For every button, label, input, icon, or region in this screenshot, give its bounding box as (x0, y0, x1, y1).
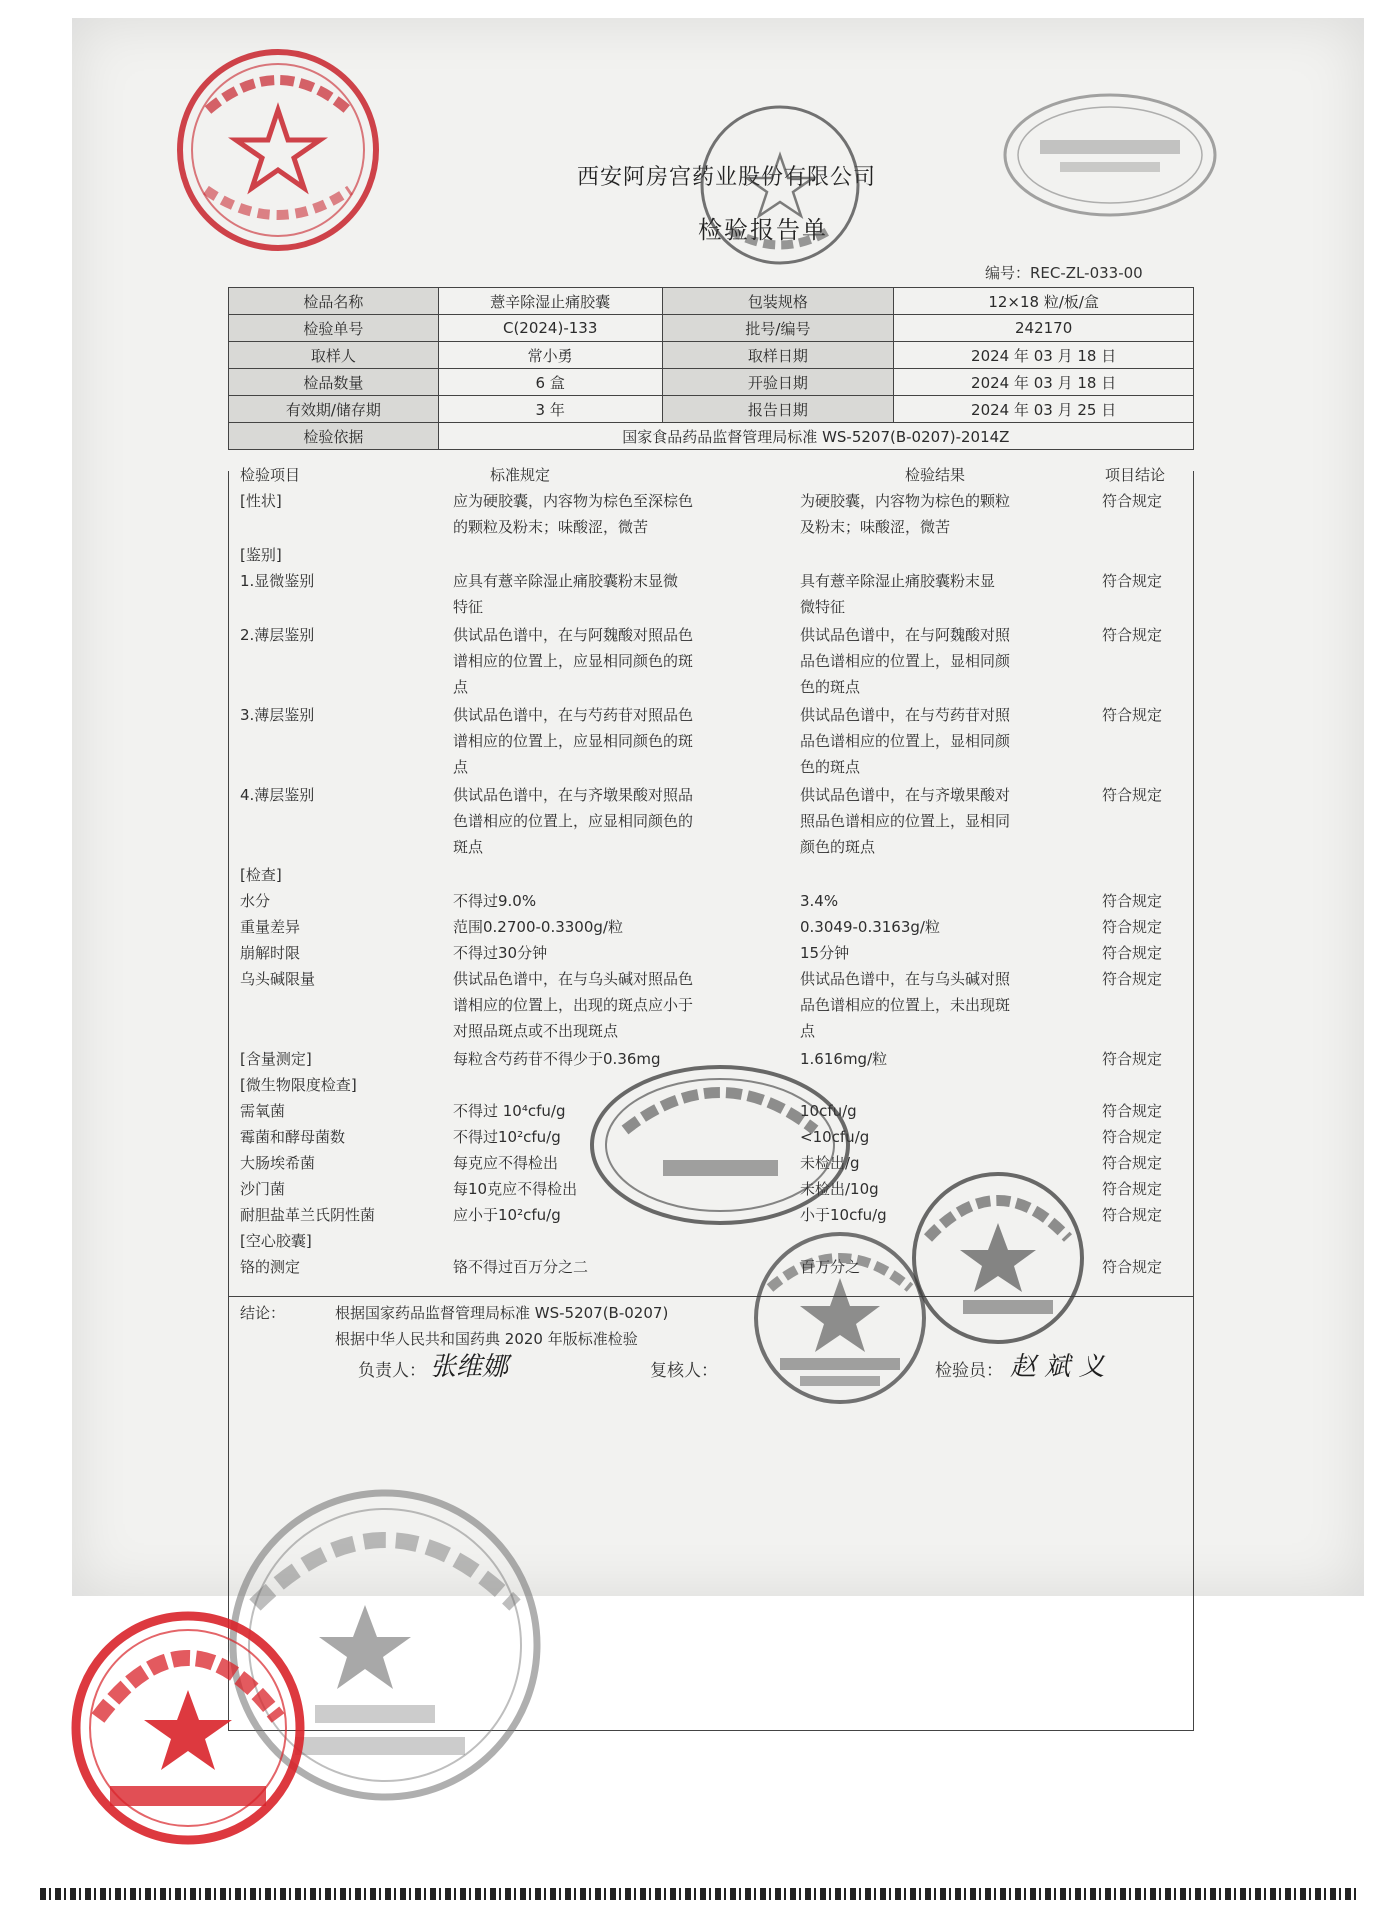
result-conclusion: 符合规定 (1102, 706, 1163, 724)
result-result: 具有薏辛除湿止痛胶囊粉末显 微特征 (800, 572, 996, 616)
result-item: 3.薄层鉴别 (240, 706, 315, 724)
result-result: 3.4% (800, 892, 839, 910)
result-result: <10cfu/g (800, 1128, 870, 1146)
conclusion-label: 结论： (240, 1304, 286, 1322)
result-standard: 供试品色谱中，在与阿魏酸对照品色 谱相应的位置上，应显相同颜色的斑 点 (453, 626, 694, 696)
header-value: 2024 年 03 月 25 日 (894, 396, 1194, 423)
result-item: 重量差异 (240, 918, 301, 936)
col-header-item: 检验项目 (240, 466, 301, 484)
result-result: 供试品色谱中，在与齐墩果酸对 照品色谱相应的位置上，显相同 颜色的斑点 (800, 786, 1011, 856)
result-item: 4.薄层鉴别 (240, 786, 315, 804)
result-item: 2.薄层鉴别 (240, 626, 315, 644)
conclusion-line-2: 根据中华人民共和国药典 2020 年版标准检验 (335, 1330, 638, 1348)
result-conclusion: 符合规定 (1102, 918, 1163, 936)
header-value: 12×18 粒/板/盒 (894, 288, 1194, 315)
result-standard: 应具有薏辛除湿止痛胶囊粉末显微 特征 (453, 572, 679, 616)
result-standard: 铬不得过百万分之二 (453, 1258, 589, 1276)
header-row (229, 342, 1194, 369)
result-standard: 应小于10²cfu/g (453, 1206, 561, 1224)
report-title: 检验报告单 (698, 216, 828, 244)
header-row (229, 288, 1194, 315)
header-label: 包装规格 (662, 288, 894, 315)
result-item: [空心胶囊] (240, 1232, 312, 1250)
header-row (229, 369, 1194, 396)
col-header-conclusion: 项目结论 (1105, 466, 1166, 484)
result-result: 小于10cfu/g (800, 1206, 887, 1224)
result-item: 乌头碱限量 (240, 970, 316, 988)
result-standard: 供试品色谱中，在与齐墩果酸对照品 色谱相应的位置上，应显相同颜色的 斑点 (453, 786, 694, 856)
result-item: 水分 (240, 892, 271, 910)
header-label: 开验日期 (662, 369, 894, 396)
header-value: 薏辛除湿止痛胶囊 (438, 288, 662, 315)
result-item: [鉴别] (240, 546, 282, 564)
result-item: 沙门菌 (240, 1180, 286, 1198)
result-conclusion: 符合规定 (1102, 944, 1163, 962)
result-conclusion: 符合规定 (1102, 1154, 1163, 1172)
header-label: 取样日期 (662, 342, 894, 369)
result-result: 未检出/10g (800, 1180, 879, 1198)
conclusion-line-1: 根据国家药品监督管理局标准 WS-5207(B-0207) (335, 1304, 669, 1322)
result-standard: 每克应不得检出 (453, 1154, 559, 1172)
header-label: 批号/编号 (662, 315, 894, 342)
result-result: 10cfu/g (800, 1102, 857, 1120)
header-label: 有效期/储存期 (229, 396, 439, 423)
result-standard: 供试品色谱中，在与乌头碱对照品色 谱相应的位置上，出现的斑点应小于 对照品斑点或不出现斑点 (453, 970, 694, 1040)
result-item: 耐胆盐革兰氏阴性菌 (240, 1206, 376, 1224)
result-conclusion: 符合规定 (1102, 970, 1163, 988)
basis-label: 检验依据 (229, 423, 439, 450)
header-value: 242170 (894, 315, 1194, 342)
stamp-bottom-center (730, 1228, 950, 1408)
result-item: 铬的测定 (240, 1258, 301, 1276)
header-label: 检品名称 (229, 288, 439, 315)
result-item: [含量测定] (240, 1050, 312, 1068)
result-conclusion: 符合规定 (1102, 1050, 1163, 1068)
result-standard: 范围0.2700-0.3300g/粒 (453, 918, 623, 936)
result-result: 为硬胶囊，内容物为棕色的颗粒 及粉末；味酸涩，微苦 (800, 492, 1011, 536)
result-conclusion: 符合规定 (1102, 626, 1163, 644)
result-conclusion: 符合规定 (1102, 1102, 1163, 1120)
result-item: 大肠埃希菌 (240, 1154, 316, 1172)
result-item: [检查] (240, 866, 282, 884)
result-standard: 供试品色谱中，在与芍药苷对照品色 谱相应的位置上，应显相同颜色的斑 点 (453, 706, 694, 776)
scan-edge-strip (40, 1888, 1360, 1900)
document-number: 编号：REC-ZL-033-00 (985, 264, 1143, 282)
result-standard: 不得过10²cfu/g (453, 1128, 561, 1146)
result-conclusion: 符合规定 (1102, 1258, 1163, 1276)
result-result: 供试品色谱中，在与芍药苷对照 品色谱相应的位置上，显相同颜 色的斑点 (800, 706, 1011, 776)
result-item: 1.显微鉴别 (240, 572, 315, 590)
basis-value: 国家食品药品监督管理局标准 WS-5207(B-0207)-2014Z (438, 423, 1193, 450)
header-value: 2024 年 03 月 18 日 (894, 369, 1194, 396)
reviewer-label: 复核人： (650, 1361, 718, 1381)
result-conclusion: 符合规定 (1102, 892, 1163, 910)
result-result: 15分钟 (800, 944, 850, 962)
header-value: 6 盒 (438, 369, 662, 396)
result-standard: 每粒含芍药苷不得少于0.36mg (453, 1050, 661, 1068)
result-item: [微生物限度检查] (240, 1076, 357, 1094)
header-label: 报告日期 (662, 396, 894, 423)
header-value: 2024 年 03 月 18 日 (894, 342, 1194, 369)
header-row (229, 315, 1194, 342)
result-item: 需氧菌 (240, 1102, 286, 1120)
col-header-standard: 标准规定 (490, 466, 551, 484)
result-conclusion: 符合规定 (1102, 572, 1163, 590)
company-name: 西安阿房宫药业股份有限公司 (577, 165, 877, 190)
result-conclusion: 符合规定 (1102, 1206, 1163, 1224)
stamp-top-left (168, 40, 388, 260)
col-header-result: 检验结果 (905, 466, 966, 484)
result-standard: 每10克应不得检出 (453, 1180, 578, 1198)
stamp-bottom-red (68, 1608, 308, 1848)
stamp-mid (585, 1060, 855, 1230)
header-label: 检品数量 (229, 369, 439, 396)
result-result: 百万分之 (800, 1258, 861, 1276)
result-standard: 不得过9.0% (453, 892, 537, 910)
result-result: 0.3049-0.3163g/粒 (800, 918, 940, 936)
header-row-basis (229, 423, 1194, 450)
header-info-table (228, 287, 1194, 450)
result-conclusion: 符合规定 (1102, 786, 1163, 804)
result-result: 供试品色谱中，在与阿魏酸对照 品色谱相应的位置上，显相同颜 色的斑点 (800, 626, 1011, 696)
header-label: 取样人 (229, 342, 439, 369)
stamp-top-right (1000, 90, 1220, 220)
result-item: [性状] (240, 492, 282, 510)
header-label: 检验单号 (229, 315, 439, 342)
result-conclusion: 符合规定 (1102, 1180, 1163, 1198)
header-value: C(2024)-133 (438, 315, 662, 342)
inspector-signature: 赵 斌 义 (1010, 1352, 1105, 1382)
result-standard: 不得过30分钟 (453, 944, 548, 962)
result-result: 供试品色谱中，在与乌头碱对照 品色谱相应的位置上，未出现斑 点 (800, 970, 1011, 1040)
result-item: 霉菌和酵母菌数 (240, 1128, 346, 1146)
header-value: 常小勇 (438, 342, 662, 369)
header-row (229, 396, 1194, 423)
result-standard: 不得过 10⁴cfu/g (453, 1102, 566, 1120)
result-standard: 应为硬胶囊，内容物为棕色至深棕色 的颗粒及粉末；味酸涩，微苦 (453, 492, 694, 536)
responsible-signature: 张维娜 (430, 1352, 509, 1382)
responsible-label: 负责人： (358, 1361, 426, 1381)
result-conclusion: 符合规定 (1102, 1128, 1163, 1146)
result-item: 崩解时限 (240, 944, 301, 962)
stamp-top-center (695, 100, 865, 270)
result-conclusion: 符合规定 (1102, 492, 1163, 510)
result-result: 1.616mg/粒 (800, 1050, 888, 1068)
inspector-label: 检验员： (935, 1361, 1003, 1381)
header-value: 3 年 (438, 396, 662, 423)
result-result: 未检出/g (800, 1154, 860, 1172)
